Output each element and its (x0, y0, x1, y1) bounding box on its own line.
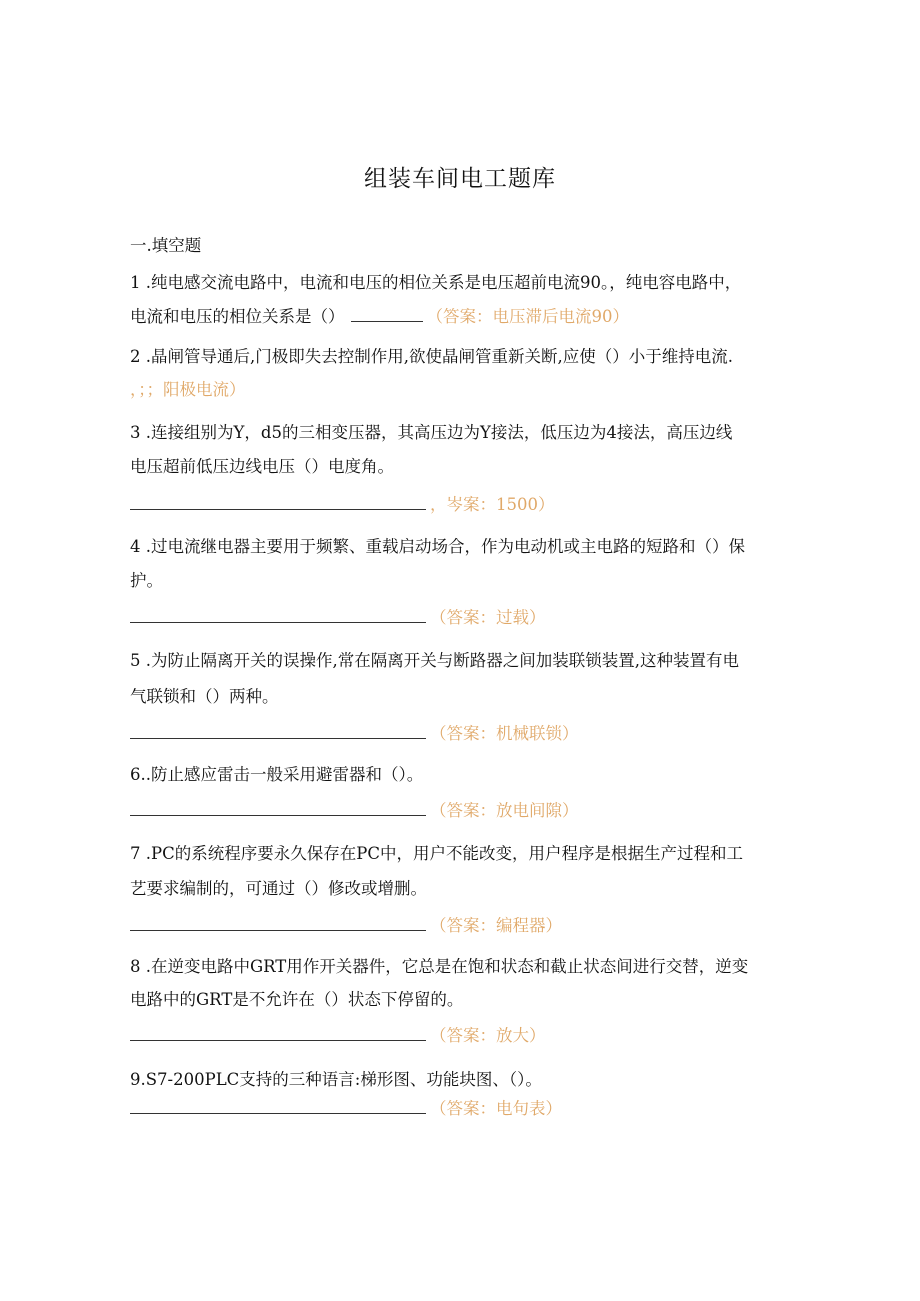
question-8-line-2: 电路中的GRT是不允许在（）状态下停留的。 (130, 990, 464, 1009)
section-heading: 一.填空题 (130, 236, 202, 255)
question-4-line-2: 护。 (130, 571, 163, 590)
question-8-answer-line (130, 1023, 546, 1048)
question-8-answer: （答案：放大） (430, 1026, 546, 1045)
question-7-line-1: 7 .PC的系统程序要永久保存在PC中，用户不能改变，用户程序是根据生产过程和工 (130, 844, 743, 863)
question-1-answer: （答案：电压滞后电流90） (426, 307, 629, 326)
question-2-line-2 (130, 378, 246, 402)
answer-blank (130, 1096, 426, 1114)
question-5-answer-line (130, 721, 579, 746)
question-4-answer-line (130, 605, 546, 630)
answer-blank (130, 798, 426, 816)
question-5-answer: （答案：机械联锁） (430, 724, 579, 743)
answer-blank (130, 492, 426, 510)
page-title: 组装车间电工题库 (364, 166, 556, 192)
question-9-line-1: 9.S7-200PLC支持的三种语言:梯形图、功能块图、（）。 (130, 1070, 542, 1089)
question-7-answer-line (130, 913, 562, 938)
question-6-answer: （答案：放电间隙） (430, 801, 579, 820)
answer-blank (130, 605, 426, 623)
question-1-line-1: 1 .纯电感交流电路中，电流和电压的相位关系是电压超前电流90。，纯电容电路中， (130, 273, 742, 292)
question-2-answer: ，；；阳极电流） (130, 380, 246, 399)
question-4-line-1: 4 .过电流继电器主要用于频繁、重载启动场合，作为电动机或主电路的短路和（）保 (130, 537, 745, 556)
question-9-answer-line (130, 1096, 562, 1121)
question-9-answer: （答案：电句表） (430, 1099, 562, 1118)
question-1-text: 电流和电压的相位关系是（） (130, 307, 345, 326)
answer-blank (130, 913, 426, 931)
question-5-line-1: 5 .为防止隔离开关的误操作,常在隔离开关与断路器之间加装联锁装置,这种装置有电 (130, 651, 739, 670)
answer-blank (130, 1023, 426, 1041)
question-4-answer: （答案：过载） (430, 608, 546, 627)
question-3-answer: ，岑案：1500） (430, 495, 555, 514)
question-3-line-1: 3 .连接组别为Y，d5的三相变压器，其高压边为Y接法，低压边为4接法，高压边线 (130, 423, 733, 442)
question-3-answer-line (130, 492, 555, 517)
answer-blank (130, 721, 426, 739)
question-2-line-1: 2 .晶闸管导通后,门极即失去控制作用,欲使晶闸管重新关断,应使（）小于维持电流. (130, 347, 733, 366)
question-8-line-1: 8 .在逆变电路中GRT用作开关器件，它总是在饱和状态和截止状态间进行交替，逆变 (130, 957, 749, 976)
question-5-line-2: 气联锁和（）两种。 (130, 687, 279, 706)
question-3-line-2: 电压超前低压边线电压（）电度角。 (130, 457, 394, 476)
question-6-answer-line (130, 798, 579, 823)
question-6-line-1: 6..防止感应雷击一般采用避雷器和（）。 (130, 765, 424, 784)
question-1-line-2 (130, 304, 629, 329)
answer-blank (351, 304, 423, 322)
question-7-line-2: 艺要求编制的，可通过（）修改或增删。 (130, 879, 427, 898)
question-7-answer: （答案：编程器） (430, 916, 562, 935)
